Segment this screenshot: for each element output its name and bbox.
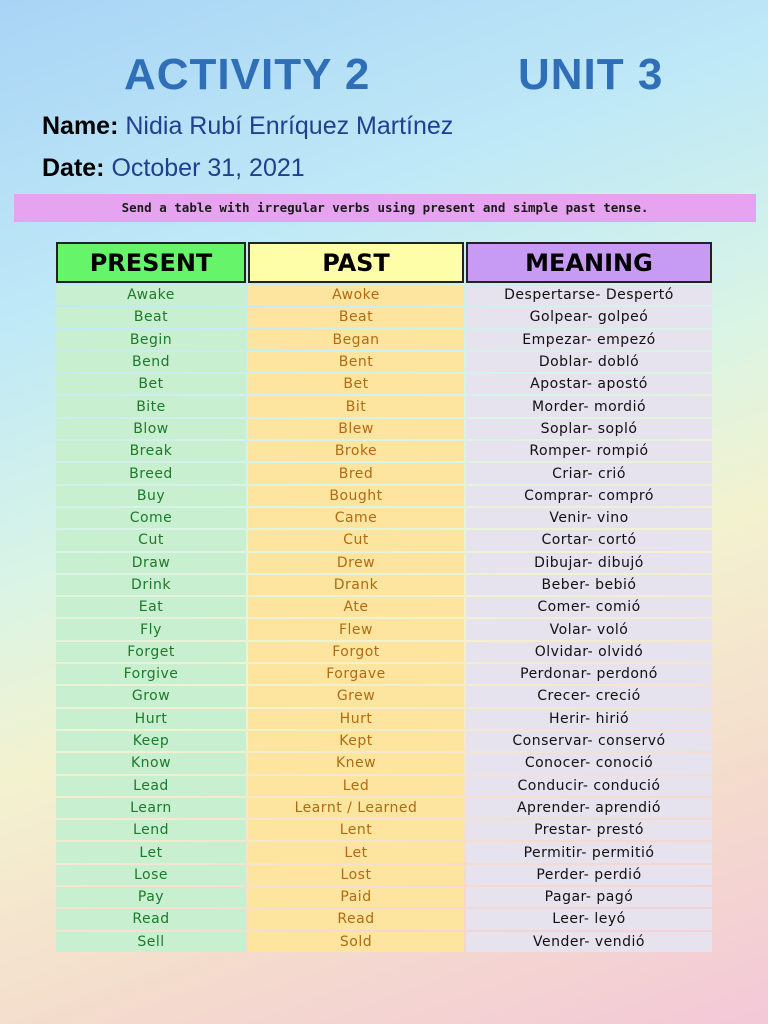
past-cell: Let [248, 842, 464, 862]
name-value: Nidia Rubí Enríquez Martínez [125, 112, 454, 140]
present-cell: Fly [56, 619, 246, 639]
past-cell: Paid [248, 887, 464, 907]
meaning-cell: Venir- vino [466, 508, 712, 528]
name-row [42, 112, 453, 141]
header-present: PRESENT [56, 242, 246, 283]
meaning-cell: Vender- vendió [466, 932, 712, 952]
past-cell: Forgave [248, 664, 464, 684]
present-cell: Know [56, 753, 246, 773]
present-cell: Blow [56, 419, 246, 439]
meaning-cell: Soplar- sopló [466, 419, 712, 439]
meaning-cell: Leer- leyó [466, 909, 712, 929]
present-cell: Let [56, 842, 246, 862]
meaning-cell: Prestar- prestó [466, 820, 712, 840]
present-cell: Sell [56, 932, 246, 952]
meaning-cell: Aprender- aprendió [466, 798, 712, 818]
past-cell: Kept [248, 731, 464, 751]
present-cell: Come [56, 508, 246, 528]
header-past: PAST [248, 242, 464, 283]
present-cell: Lose [56, 865, 246, 885]
table-row [56, 553, 712, 573]
name-label: Name: [42, 112, 119, 140]
meaning-cell: Volar- voló [466, 619, 712, 639]
past-cell: Bent [248, 352, 464, 372]
table-row [56, 486, 712, 506]
meaning-cell: Conocer- conoció [466, 753, 712, 773]
meaning-cell: Conducir- condució [466, 776, 712, 796]
meaning-cell: Empezar- empezó [466, 330, 712, 350]
table-row [56, 419, 712, 439]
past-cell: Read [248, 909, 464, 929]
date-value: October 31, 2021 [111, 154, 305, 182]
present-cell: Lead [56, 776, 246, 796]
table-row [56, 932, 712, 952]
table-row [56, 909, 712, 929]
past-cell: Bought [248, 486, 464, 506]
table-row [56, 508, 712, 528]
meaning-cell: Herir- hirió [466, 709, 712, 729]
meaning-cell: Romper- rompió [466, 441, 712, 461]
past-cell: Sold [248, 932, 464, 952]
past-cell: Blew [248, 419, 464, 439]
past-cell: Forgot [248, 642, 464, 662]
past-cell: Began [248, 330, 464, 350]
meaning-cell: Comprar- compró [466, 486, 712, 506]
activity-title: ACTIVITY 2 [124, 50, 371, 99]
present-cell: Cut [56, 530, 246, 550]
meaning-cell: Golpear- golpeó [466, 307, 712, 327]
unit-title: UNIT 3 [518, 50, 664, 99]
table-row [56, 575, 712, 595]
present-cell: Break [56, 441, 246, 461]
past-cell: Bet [248, 374, 464, 394]
meaning-cell: Morder- mordió [466, 396, 712, 416]
table-row [56, 285, 712, 305]
present-cell: Breed [56, 463, 246, 483]
irregular-verbs-table [54, 240, 714, 954]
table-row [56, 664, 712, 684]
past-cell: Ate [248, 597, 464, 617]
past-cell: Drank [248, 575, 464, 595]
meaning-cell: Pagar- pagó [466, 887, 712, 907]
past-cell: Lost [248, 865, 464, 885]
past-cell: Cut [248, 530, 464, 550]
present-cell: Pay [56, 887, 246, 907]
past-cell: Knew [248, 753, 464, 773]
present-cell: Bet [56, 374, 246, 394]
present-cell: Bend [56, 352, 246, 372]
present-cell: Hurt [56, 709, 246, 729]
past-cell: Awoke [248, 285, 464, 305]
past-cell: Hurt [248, 709, 464, 729]
past-cell: Grew [248, 686, 464, 706]
meaning-cell: Despertarse- Despertó [466, 285, 712, 305]
table-row [56, 530, 712, 550]
header-meaning: MEANING [466, 242, 712, 283]
present-cell: Lend [56, 820, 246, 840]
table-row [56, 597, 712, 617]
table-row [56, 820, 712, 840]
present-cell: Forget [56, 642, 246, 662]
present-cell: Bite [56, 396, 246, 416]
table-row [56, 798, 712, 818]
table-header-row [56, 242, 712, 283]
table-row [56, 887, 712, 907]
past-cell: Led [248, 776, 464, 796]
past-cell: Bit [248, 396, 464, 416]
meaning-cell: Perdonar- perdonó [466, 664, 712, 684]
meaning-cell: Conservar- conservó [466, 731, 712, 751]
table-row [56, 352, 712, 372]
meaning-cell: Cortar- cortó [466, 530, 712, 550]
title-row [0, 50, 768, 106]
table-row [56, 731, 712, 751]
date-row [42, 154, 305, 183]
table-row [56, 709, 712, 729]
present-cell: Awake [56, 285, 246, 305]
meaning-cell: Olvidar- olvidó [466, 642, 712, 662]
past-cell: Flew [248, 619, 464, 639]
meaning-cell: Crecer- creció [466, 686, 712, 706]
table-row [56, 776, 712, 796]
past-cell: Lent [248, 820, 464, 840]
table-row [56, 753, 712, 773]
meaning-cell: Criar- crió [466, 463, 712, 483]
present-cell: Learn [56, 798, 246, 818]
table-row [56, 463, 712, 483]
meaning-cell: Perder- perdió [466, 865, 712, 885]
past-cell: Bred [248, 463, 464, 483]
past-cell: Came [248, 508, 464, 528]
meaning-cell: Beber- bebió [466, 575, 712, 595]
table-row [56, 441, 712, 461]
table-row [56, 330, 712, 350]
date-label: Date: [42, 154, 105, 182]
present-cell: Read [56, 909, 246, 929]
instruction-banner: Send a table with irregular verbs using present and simple past tense. [14, 194, 756, 222]
present-cell: Beat [56, 307, 246, 327]
present-cell: Draw [56, 553, 246, 573]
past-cell: Learnt / Learned [248, 798, 464, 818]
present-cell: Eat [56, 597, 246, 617]
meaning-cell: Doblar- dobló [466, 352, 712, 372]
table-row [56, 374, 712, 394]
meaning-cell: Comer- comió [466, 597, 712, 617]
table-row [56, 396, 712, 416]
present-cell: Drink [56, 575, 246, 595]
table-row [56, 619, 712, 639]
table-row [56, 865, 712, 885]
table-row [56, 686, 712, 706]
past-cell: Drew [248, 553, 464, 573]
present-cell: Keep [56, 731, 246, 751]
table-row [56, 307, 712, 327]
meaning-cell: Permitir- permitió [466, 842, 712, 862]
present-cell: Grow [56, 686, 246, 706]
present-cell: Forgive [56, 664, 246, 684]
past-cell: Broke [248, 441, 464, 461]
meaning-cell: Dibujar- dibujó [466, 553, 712, 573]
table-row [56, 642, 712, 662]
meaning-cell: Apostar- apostó [466, 374, 712, 394]
present-cell: Buy [56, 486, 246, 506]
table-row [56, 842, 712, 862]
past-cell: Beat [248, 307, 464, 327]
table-body [56, 285, 712, 952]
present-cell: Begin [56, 330, 246, 350]
